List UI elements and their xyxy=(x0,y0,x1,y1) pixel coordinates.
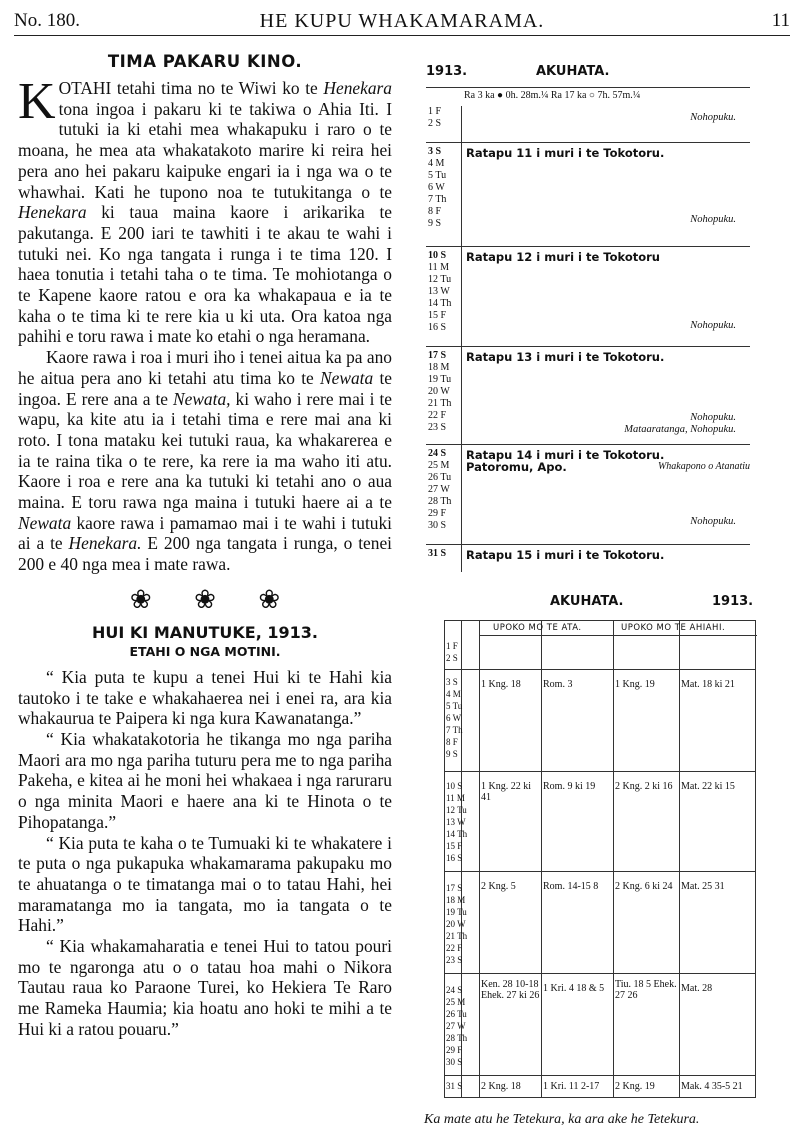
lessons-year: 1913. xyxy=(712,594,754,609)
motion-quote: “ Kia whakamaharatia e tenei Hui to tatou pouri mo te ngaronga atu o o tatau hoa mahi o Nikora Tautau raua ko Paraone Turei, ko Hekiera Te Raro me Rameka Haumia; kia hoatu ano hoki te mihi a te Hui ki a ratou pouaru.” xyxy=(18,936,392,1039)
church-calendar xyxy=(426,87,750,571)
fast-note: Mataaratanga, Nohopuku. xyxy=(624,424,736,435)
day-label: 30 S xyxy=(446,1057,463,1067)
day-label: 7 Th xyxy=(428,194,447,205)
lesson-cell: Tiu. 18 5 Ehek. 27 26 xyxy=(615,979,677,1001)
lesson-cell: Rom. 3 xyxy=(543,679,573,690)
day-label: 19 Tu xyxy=(446,907,467,917)
day-label: 24 S xyxy=(428,448,447,459)
feast-note: Whakapono o Atanatiu xyxy=(657,461,750,472)
lesson-cell: 2 Kng. 19 xyxy=(615,1081,655,1092)
day-label: 29 F xyxy=(446,1045,463,1055)
lesson-cell: 2 Kng. 6 ki 24 xyxy=(615,881,673,892)
sunday-label: Ratapu 15 i muri i te Tokotoru. xyxy=(466,548,665,562)
day-label: 9 S xyxy=(428,218,442,229)
day-label: 13 W xyxy=(446,817,466,827)
sunday-label: Ratapu 13 i muri i te Tokotoru. xyxy=(466,350,665,364)
day-label: 4 M xyxy=(428,158,445,169)
article-title: TIMA PAKARU KINO. xyxy=(107,52,303,71)
lesson-cell: 2 Kng. 2 ki 16 xyxy=(615,781,673,792)
calendar-header xyxy=(426,62,766,86)
calendar-year: 1913. xyxy=(426,64,468,79)
flower-ornament-icon: ❀ ❀ ❀ xyxy=(129,584,299,614)
column-header-morning: UPOKO MO TE ATA. xyxy=(493,623,582,633)
lessons-table xyxy=(444,620,756,1098)
left-column xyxy=(18,52,392,1040)
day-label: 12 Tu xyxy=(446,805,467,815)
day-label: 13 W xyxy=(428,286,450,297)
day-label: 5 Tu xyxy=(446,701,463,711)
day-label: 2 S xyxy=(428,118,442,129)
day-label: 19 Tu xyxy=(428,374,452,385)
lesson-cell: Ken. 28 10-18 Ehek. 27 ki 26 xyxy=(481,979,540,1001)
sunday-label: Ratapu 11 i muri i te Tokotoru. xyxy=(466,146,665,160)
day-label: 12 Tu xyxy=(428,274,452,285)
day-label: 30 S xyxy=(428,520,447,531)
day-label: 16 S xyxy=(446,853,463,863)
day-label: 8 F xyxy=(428,206,442,217)
day-label: 27 W xyxy=(446,1021,466,1031)
drop-cap: K xyxy=(18,73,56,130)
day-label: 8 F xyxy=(446,737,458,747)
moon-phases: Ra 3 ka ● 0h. 28m.¼ Ra 17 ka ○ 7h. 57m.¼ xyxy=(464,90,641,101)
lesson-cell: 1 Kng. 22 ki 41 xyxy=(481,781,531,803)
lesson-cell: Mat. 25 31 xyxy=(681,881,725,892)
week-block xyxy=(426,544,750,572)
lesson-cell: 1 Kri. 4 18 & 5 xyxy=(543,983,605,994)
week-block xyxy=(426,142,750,250)
page-header xyxy=(14,6,790,36)
fast-note: Nohopuku. xyxy=(690,214,736,225)
section-subtitle: ETAHI O NGA MOTINI. xyxy=(129,643,281,659)
day-label: 26 Tu xyxy=(428,472,452,483)
issue-number: No. 180. xyxy=(14,10,80,31)
day-label: 3 S xyxy=(428,146,442,157)
day-label: 6 W xyxy=(446,713,462,723)
day-label: 9 S xyxy=(446,749,458,759)
day-label: 15 F xyxy=(428,310,447,321)
article-paragraph: KOTAHI tetahi tima no te Wiwi ko te Henekara tona ingoa i pakaru ki te takiwa o Ahia Iti. I tutuki ia ki etahi mea whakapuku i raro o te moana, he mea ata whakatakoto marire ki reira hei pera ano hei pakaru kaipuke engari ia i nga wa o te whawhai. Kati he tupono noa te tutukitanga o te Henekara ki taua maina kaore i arikarika te pakutanga. E 200 iari te tawhiti i te akau te wahi i tutuki nei. Ko nga tangata i runga i te tima 120. I haea tonutia i tetahi taha o te tima. Te mohiotanga o te Kapene kaore ratou e ora ka whakapaua e ia te kaha o te tima ki te rere kia u ki uta. Ora katoa nga pahihi e toru rawa i mate ko etahi o nga heramana. xyxy=(18,73,392,347)
lesson-cell: Mat. 22 ki 15 xyxy=(681,781,735,792)
day-label: 5 Tu xyxy=(428,170,447,181)
day-label: 20 W xyxy=(428,386,450,397)
fast-note: Nohopuku. xyxy=(690,516,736,527)
lessons-month: AKUHATA. xyxy=(550,594,624,609)
day-label: 17 S xyxy=(428,350,447,361)
motion-quote: “ Kia whakatakotoria he tikanga mo nga pariha Maori ara mo nga pariha tuturu pera me to nga pariha Pakeha, e kitea ai he moni hei whakaea i nga raruraru o nga minita Maori e haere ana ki te Hinota o te Pihopatanga.” xyxy=(18,728,392,832)
lesson-cell: 1 Kng. 18 xyxy=(481,679,521,690)
page-title: HE KUPU WHAKAMARAMA. xyxy=(259,10,545,32)
lesson-cell: Rom. 14-15 8 xyxy=(543,881,599,892)
lessons-header xyxy=(426,592,766,616)
day-label: 25 M xyxy=(446,997,466,1007)
day-label: 31 S xyxy=(446,1081,463,1091)
day-label: 28 Th xyxy=(428,496,452,507)
lesson-cell: Rom. 9 ki 19 xyxy=(543,781,596,792)
calendar-caption: Ka mate atu he Tetekura, ka ara ake he Tetekura. xyxy=(424,1112,700,1127)
lesson-cell: Mat. 28 xyxy=(681,983,713,994)
day-label: 10 S xyxy=(446,781,463,791)
day-label: 11 M xyxy=(446,793,465,803)
day-label: 1 F xyxy=(428,106,442,117)
day-label: 25 M xyxy=(428,460,450,471)
day-label: 18 M xyxy=(446,895,466,905)
day-label: 1 F xyxy=(446,641,458,651)
lesson-cell: 2 Kng. 5 xyxy=(481,881,516,892)
lesson-cell: 2 Kng. 18 xyxy=(481,1081,521,1092)
day-label: 27 W xyxy=(428,484,450,495)
day-label: 31 S xyxy=(428,548,447,559)
motion-quote: “ Kia puta te kaha o te Tumuaki ki te whakatere i te puta o nga pukapuka whakamarama pakupaku mo te ahuatanga o te timatanga mai o to tatau Hahi, hei maramatanga mo ia tangata, mo ia tangata o te Hahi.” xyxy=(18,832,392,936)
day-label: 29 F xyxy=(428,508,447,519)
lesson-cell: 1 Kng. 19 xyxy=(615,679,655,690)
lesson-cell: Mat. 18 ki 21 xyxy=(681,679,735,690)
day-label: 2 S xyxy=(446,653,458,663)
day-label: 3 S xyxy=(446,677,458,687)
day-label: 21 Th xyxy=(428,398,452,409)
sunday-label: Ratapu 14 i muri i te Tokotoru. xyxy=(466,448,665,462)
day-label: 28 Th xyxy=(446,1033,468,1043)
section-title: HUI KI MANUTUKE, 1913. xyxy=(91,622,318,642)
fast-note: Nohopuku. xyxy=(690,320,736,331)
day-label: 26 Tu xyxy=(446,1009,467,1019)
article-paragraph: Kaore rawa i roa i muri iho i tenei aitua ka pa ano he aitua pera ano ki tetahi atu tima ko te Newata te ingoa. E rere ana a te Newata, ki waho i rere mai i te wapu, ka kite atu ia i tetahi tima e rere mai ana ki roto. I tona mataku kei tutuki raua, ka whakarerea e ia te raina tika o te rere, ka rere ia ma waho iti atu. Kaore i roa e rere ana ka tutuki ki tetahi ano o aua maina. E toru rawa nga maina i tutuki haere ai a te Newata kaore rawa i pamamao mai i te wahi i tutuki ai a te Henekara. E 200 nga tangata i runga, o tenei 200 e 40 nga mea i mate rawa. xyxy=(18,347,393,575)
day-label: 18 M xyxy=(428,362,450,373)
page-number: 11 xyxy=(771,10,790,31)
day-label: 7 Th xyxy=(446,725,463,735)
week-block xyxy=(426,444,750,548)
sunday-label: Ratapu 12 i muri i te Tokotoru xyxy=(466,250,660,264)
day-label: 22 F xyxy=(446,943,463,953)
fast-note: Nohopuku. xyxy=(690,112,736,123)
day-label: 6 W xyxy=(428,182,445,193)
day-label: 23 S xyxy=(446,955,463,965)
fast-note: Nohopuku. xyxy=(690,412,736,423)
column-header-evening: UPOKO MO TE AHIAHI. xyxy=(621,623,726,633)
day-label: 11 M xyxy=(428,262,450,273)
calendar-month: AKUHATA. xyxy=(536,64,610,79)
motion-quote: “ Kia puta te kupu a tenei Hui ki te Hahi kia tautoko i te take e whakahaerea nei i enei ra, ara kia whakaurua te Paipera ki nga kura Kawanatanga.” xyxy=(18,666,392,729)
day-label: 23 S xyxy=(428,422,447,433)
day-label: 10 S xyxy=(428,250,447,261)
lesson-cell: 1 Kri. 11 2-17 xyxy=(543,1081,600,1092)
day-label: 16 S xyxy=(428,322,447,333)
feast-label: Patoromu, Apo. xyxy=(466,460,567,474)
day-label: 24 S xyxy=(446,985,463,995)
day-label: 14 Th xyxy=(446,829,468,839)
day-label: 22 F xyxy=(428,410,447,421)
day-label: 14 Th xyxy=(428,298,452,309)
day-label: 4 M xyxy=(446,689,461,699)
day-label: 21 Th xyxy=(446,931,468,941)
day-label: 20 W xyxy=(446,919,466,929)
lesson-cell: Mak. 4 35-5 21 xyxy=(681,1081,743,1092)
day-label: 17 S xyxy=(446,883,463,893)
day-label: 15 F xyxy=(446,841,463,851)
